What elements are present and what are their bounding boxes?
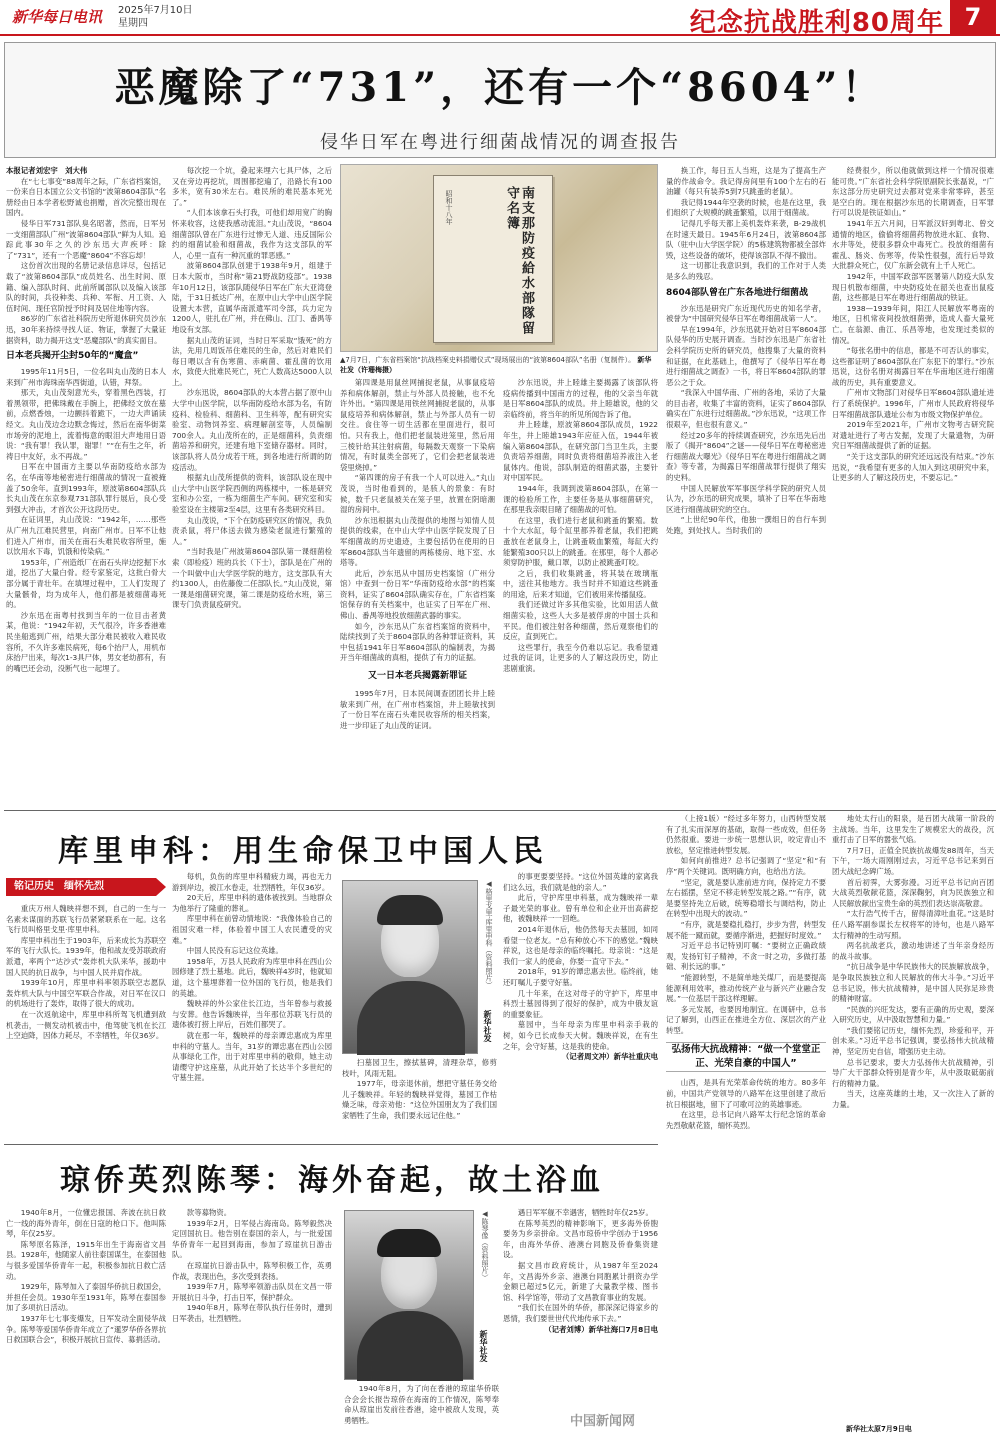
article3-signature: （记者刘博）新华社海口7月8日电 bbox=[544, 1324, 658, 1334]
photo1-credit: 新华社发（许珊梅摄） bbox=[340, 356, 652, 374]
paragraph: 几十年来，在这对母子的守护下，库里申科烈士墓园得到了很好的保护，成为中俄友谊的重要象征。 bbox=[503, 988, 658, 1019]
paragraph: 陈琴原名陈泽，1915年出生于海南省文昌县。1928年，他随家人前往泰国谋生，在泰国他与很多爱国华侨青年一起，积极参加抗日救亡活动。 bbox=[6, 1239, 166, 1281]
continued-article-column-1 bbox=[666, 814, 826, 1432]
paragraph: 1958年，万县人民政府为库里申科在西山公园修建了烈士墓地。此后，魏映祥4岁时，他就知道，这个墓埋葬着一位外国的飞行员，他是我们的英雄。 bbox=[172, 956, 332, 998]
paragraph: 在这里，我们进行老鼠和跳蚤的繁殖。数十个大水缸，每个缸里都养着老鼠，我们把跳蚤放在老鼠身上，让跳蚤吸血繁殖，每缸大约能繁殖300只以上的跳蚤。在那里，每个人都必须穿防护服，戴口罩，以防止被跳蚤叮咬。 bbox=[503, 515, 658, 568]
paragraph: 款等募物资。 bbox=[186, 1208, 232, 1217]
watermark: 中国新闻网 bbox=[570, 1414, 636, 1429]
paragraph: 1995年11月5日，一位名叫丸山茂的日本人来到广州市海珠南华西街道，认错，拜祭。 bbox=[6, 367, 166, 387]
paragraph: 1939年7月，陈琴率领游击队员在文昌一带开展抗日斗争，打击日军，保护群众。 bbox=[172, 1282, 332, 1302]
paragraph: 据丸山茂的证词，当时日军采取“饿死”的方法，先用几周饭吊住难民的生命，然后对难民们每日喂以含有伤寒菌、赤痢菌、霍乱菌的饮用水，致使大批难民死亡，死亡人数高达5000人以上。 bbox=[172, 335, 332, 387]
paragraph: 侵华日军731部队臭名昭著，然而，日军另一支细菌部队广州“波第8604部队”鲜为人知。追踪此事30年之久的沙东迅大声疾呼：除了“731”，还有一个恶魔“8604”不容忘却！ bbox=[6, 218, 166, 260]
paragraph: 2014年退休后，他仍然每天去墓园，如同看望一位老友。“总有种放心不下的感觉。”魏映祥说，这也是母亲的临终嘱托。母亲说：“这是我们一家人的使命，你要一直守下去。” bbox=[503, 924, 658, 966]
page-number: 7 bbox=[950, 0, 996, 34]
paragraph: 1995年7月，日本民间调查团团长井上睦敏来到广州，在广州市档案馆，井上睦敏找到了一份日军在南石头难民收容所的相关档案，进一步印证了丸山茂的证词。 bbox=[340, 689, 495, 730]
paragraph: 此后，沙东迅从中国历史档案馆（广州分馆）中查到一份日军“华南防疫给水部”的档案资料，证实了8604部队确实存在，广东省档案馆保存的有关档案中，也证实了日军在广州、佛山、番禺等地投放细菌武器的事实。 bbox=[340, 568, 495, 621]
portrait-body bbox=[357, 981, 465, 1055]
paragraph: 库里申科在前曾动情地说：“我像体验自己的祖国灾难一样，体验着中国工人农民遭受的灾难。” bbox=[172, 914, 332, 945]
article2-column-2 bbox=[172, 872, 332, 1138]
paragraph: 1942年，中国军政部军医署第八防疫大队发现日机散布细菌，中央防疫处在韶关也查出鼠疫菌，这些都是日军在粤进行细菌战的铁证。 bbox=[832, 271, 994, 303]
paragraph: 我们还做过许多其他实验，比如用活人做细菌实验，这些人大多是被俘虏的中国士兵和平民。他们被注射各种细菌，然后观察他们的反应，直到死亡。 bbox=[503, 600, 658, 642]
article1-subhead-1: 日本老兵揭开尘封50年的“魔盒” bbox=[6, 351, 139, 362]
roster-book-title: 南支那防疫給水部隊留守名簿 bbox=[504, 186, 534, 336]
paragraph: “坚定，就是要认准前进方向，保持定力不要左右摇摆，坚定不移走转型发展之路。”“有序，就是要坚持先立后破，统筹稳增长与调结构，防止在转型中出现大的波动。” bbox=[666, 877, 826, 919]
paragraph: “有序，就是要稳扎稳打，步步为营，转型发展不能一蹴而就，要循序渐进，把握好时度效。” bbox=[666, 919, 826, 940]
dateline-credit: 新华社太原7月9日电 bbox=[846, 1425, 912, 1433]
paragraph: 的事更要要坚持。“这位外国英雄的家离我们这么远，我们就是他的亲人。” bbox=[503, 872, 658, 892]
continued-article-subhead: 弘扬伟大抗战精神：“做一个堂堂正正、光荣自豪的中国人” bbox=[666, 1042, 826, 1072]
paragraph: 中国人民没有忘记这位英雄。 bbox=[186, 946, 283, 956]
paragraph: “第四课的房子有我一个人可以进入。”丸山茂说，当时他看到的，是骇人的景象：有时候，数千只老鼠被关在笼子里，放置在阴暗潮湿的房间中。 bbox=[340, 473, 495, 515]
paragraph: 在陈琴英烈的精神影响下，更多海外侨胞要务为乡亲拼命。文昌市琼侨中学创办于1956年，由海外华侨、港澳台同胞及侨眷集资建设。 bbox=[503, 1218, 658, 1260]
article1-title: 恶魔除了“731”，还有一个“8604”！ bbox=[114, 64, 886, 111]
paragraph: 每机，负伤的库里申科精疲力竭，再也无力游到岸边，被江水卷走，壮烈牺牲，年仅36岁。 bbox=[172, 872, 332, 892]
paragraph: 记得几乎每天都上美机轰炸来袭，B-29战机在时速天最日。1945年6月24日，波第8604部队（驻中山大学医学院）的5栋建筑物都被全部炸毁，这些设备的破坏，使得该部队不得不撤出。 bbox=[666, 218, 826, 260]
portrait-credit: 新华社发 bbox=[483, 1010, 492, 1042]
article1-column-4 bbox=[503, 378, 658, 802]
paragraph: 在一次返航途中，库里申科所驾飞机遭到敌机袭击，一侧发动机被击中，他驾驶飞机在长江上空迫降，因体力耗尽，不幸牺牲，年仅36岁。 bbox=[6, 1009, 166, 1041]
article1-column-5 bbox=[666, 166, 826, 802]
article1-col1-text bbox=[6, 177, 166, 347]
paragraph: 广州市文物部门对侵华日军8604部队遗址进行了系统保护。1996年，广州市人民政府将侵华日军细菌战部队遗址公布为市级文物保护单位。 bbox=[832, 388, 994, 419]
article1-subhead-2: 又一日本老兵揭露新罪证 bbox=[367, 671, 467, 682]
paragraph: 1940年8月，为了向在香港的琼崖华侨联合会会长报告琼侨在海南的工作情况，陈琴奉命从琼崖出发前往香港，途中被敌人发现，英勇牺牲。 bbox=[344, 1384, 499, 1425]
paragraph: 据文昌市政府统计，从1987年至2024年，文昌海外乡亲、港澳台同胞累计捐资办学金额已超过5亿元，新建了大量教学楼、图书馆、科学馆等，带动了文昌教育事业的发展。 bbox=[503, 1260, 658, 1302]
paragraph: “太行浩气传千古，留得清漳吐血花。”这是时任八路军副参谋长左权将军的诗句，也是八路军太行精神的生动写照。 bbox=[832, 909, 994, 940]
portrait-credit: 新华社发 bbox=[479, 1330, 488, 1362]
roster-book-mark: 昭和十八年 bbox=[445, 190, 453, 225]
paragraph: 1977年，母亲退休前，想把守墓任务交给儿子魏映祥。年轻的魏映祥觉得，墓园工作枯燥乏味，母亲劝他：“这位外国朋友为了我们国家牺牲了生命，我们要永远记住他。” bbox=[342, 1079, 497, 1120]
article3-column-1 bbox=[6, 1208, 166, 1432]
paragraph: 沙东迅根据丸山茂提供的地图与知情人员提供的线索，在中山大学中山医学院发现了日军细菌战的历史遗迹，主要包括仍在使用的日军8604部队当年遗留的两栋楼房、地下室、水塔等。 bbox=[340, 515, 495, 568]
paragraph: “上世纪90年代，他独一撰组日的自行车到处跑，到处找人。当时我们的 bbox=[666, 515, 826, 535]
paragraph: 如今，沙东迅从广东省档案馆的资料中，陆续找到了关于8604部队的各种罪证资料，其中包括1941年日军8604部队的编制表，为揭开当年细菌战的真相，提供了有力的证据。 bbox=[340, 621, 495, 663]
paragraph: 井上睦雄，原波第8604部队成员，1922年生，井上睦雄1943年应征入伍，1944年被编入第8604部队，在研究部门当卫生兵，主要负责培养细菌，同时负责将细菌培养液注入老鼠体内。他说，部队制造的细菌武器，主要针对中国军民。 bbox=[503, 420, 658, 483]
paragraph: 1939年2月，日军侵占海南岛。陈琴毅然决定回国抗日。他告别在泰国的亲人，与一批爱国华侨青年一起回到海南，参加了琼崖抗日游击队。 bbox=[172, 1218, 332, 1260]
paragraph: “关于这支部队的研究还远远没有结束。”沙东迅说，“我希望有更多的人加入到这项研究中来，让更多的人了解这段历史，不要忘记。” bbox=[832, 452, 994, 483]
paragraph: 早在1994年，沙东迅就开始对日军8604部队侵华的历史展开调查。当时沙东迅是广东省社会科学院历史所的研究员，他搜集了大量的资料和证据，在此基础上，他撰写了《侵华日军在粤进行细菌战之调查》一书，将日军8604部队的罪恶公之于众。 bbox=[666, 324, 826, 387]
paragraph: 重庆万州人魏映祥想不到，自己的一生与一名素未谋面的苏联飞行员紧紧联系在一起。这名飞行员叫格里戈里·库里申科。 bbox=[6, 904, 166, 935]
paragraph: “我们要铭记历史，缅怀先烈，珍爱和平，开创未来。”习近平总书记强调，要弘扬伟大抗战精神，坚定历史自信，增强历史主动。 bbox=[832, 1025, 994, 1057]
continued-article-column-2 bbox=[832, 814, 994, 1420]
issue-weekday: 星期四 bbox=[118, 18, 148, 29]
paragraph: 1929年，陈琴加入了泰国华侨抗日救国会，并担任会员。1930年至1931年，陈琴在泰国参加了多项抗日活动。 bbox=[6, 1282, 166, 1313]
article1-subtitle: 侵华日军在粤进行细菌战情况的调查报告 bbox=[320, 132, 680, 153]
chen-qin-portrait bbox=[344, 1210, 474, 1380]
paragraph: 在琼崖抗日游击队中，陈琴积极工作，英勇作战，表现出色，多次受到表扬。 bbox=[172, 1260, 332, 1281]
paragraph: “我深入中国华南、广州的各地，采访了大量的目击者，收集了丰富的资料，证实了8604部队确实在广东进行过细菌战。”沙东迅说，“这项工作很艰辛，但也很有意义。” bbox=[666, 388, 826, 430]
paragraph: 首后初霁，大雾弥漫。习近平总书记向百团大战英烈敬献花篮，深深鞠躬，向为民族独立和人民解放献出宝贵生命的英烈们表达崇高敬意。 bbox=[832, 877, 994, 908]
paragraph: 当天，这座英雄的土地，又一次注入了新的力量。 bbox=[832, 1089, 994, 1110]
paragraph: 1940年8月，一位懂忠报国、奔波在抗日救亡一线的海外青年，倒在日寇的枪口下。他叫陈琴，年仅25岁。 bbox=[6, 1208, 166, 1239]
paragraph: “抗日战争是中华民族伟大的民族解放战争，是争取民族独立和人民解放的伟大斗争。”习近平总书记说，伟大抗战精神，是中国人民弥足珍贵的精神财富。 bbox=[832, 962, 994, 1004]
paragraph: 此后，守护库里申科墓，成为魏映祥一辈子最光荣的事业。曾有单位和企业开出高薪挖他，被魏映祥一一回绝。 bbox=[503, 893, 658, 924]
newspaper-logo: 新华每日电讯 bbox=[12, 8, 103, 26]
paragraph: 1941年五六月间，日军派汉奸到粤北、曾交通情的地区，偷偷将细菌药物放进水缸、食物、水井等处，使很多群众中毒死亡。投放的细菌有霍乱、肠炎、伤寒等，传染性很强，流行后导致大批群众死亡，仅广东新会就有上千人死亡。 bbox=[832, 218, 994, 271]
kulishenko-portrait bbox=[342, 880, 478, 1054]
section-divider-2 bbox=[4, 1144, 658, 1145]
portrait-caption: ◀格里戈里·库里申科（资料照片） bbox=[485, 880, 493, 989]
section-divider-1 bbox=[4, 810, 996, 811]
paragraph: 2019年至2021年，广州市文物考古研究院对遗址进行了考古发掘，发现了大量遗物，为研究日军细菌战提供了新的证据。 bbox=[832, 420, 994, 451]
article3-column-2 bbox=[172, 1208, 332, 1432]
paragraph: 两名抗战老兵，激动地讲述了当年亲身经历的战斗故事。 bbox=[832, 941, 994, 961]
archive-roster-photo bbox=[340, 164, 658, 352]
paragraph: 这些罪行，我至今仍难以忘记。我希望通过我的证词，让更多的人了解这段历史，防止悲剧重演。 bbox=[503, 642, 658, 674]
photo1-caption bbox=[340, 355, 658, 375]
section-title: 纪念抗战胜利80周年 bbox=[689, 8, 944, 38]
paragraph: 山西，是具有光荣革命传统的地方。80多年前，中国共产党领导的八路军在这里创建了敌后抗日根据地，留下了可歌可泣的英雄事迹。 bbox=[666, 1078, 826, 1109]
paragraph: 1953年，广州造纸厂在南石头岸边挖掘下水道，挖出了大量白骨。经专家鉴定，这批白骨大部分属于青壮年。在填埋过程中，工人们发现了大量骸骨，均为成年人，他们都是被细菌毒死的。 bbox=[6, 557, 166, 610]
paragraph: 2018年，91岁的谭忠惠去世。临终前，她还叮嘱儿子要守好墓。 bbox=[503, 967, 658, 987]
paragraph: 1944年，我调到波第8604部队，在第一课的检验所工作，主要任务是从事细菌研究，在那里我亲眼目睹了细菌战的可怕。 bbox=[503, 483, 658, 515]
paragraph: 在“七七事变”88周年之际，广东省档案馆，一份来自日本国立公文书馆的“波第8604部队”名册经由日本学者松野诚也捐赠，首次完整出现在国内。 bbox=[6, 176, 166, 218]
article3-title: 琼侨英烈陈琴：海外奋起，故土浴血 bbox=[60, 1163, 604, 1198]
paragraph: 遇日军军舰不幸遇害，牺牲时年仅25岁。 bbox=[517, 1208, 653, 1217]
paragraph: 在这里，总书记向八路军太行纪念馆的革命先烈敬献花篮，缅怀英烈。 bbox=[666, 1110, 826, 1130]
paragraph: 中国人民解放军军事医学科学院的研究人员认为，沙东迅的研究成果，填补了日军在华南地区进行细菌战研究的空白。 bbox=[666, 483, 826, 514]
article3-column-4 bbox=[503, 1208, 658, 1432]
paragraph: “人们本该拿石头打我，可他们却用宽广的胸怀来收容，这使我感动流泪。”丸山茂说，“8604细菌部队曾在广东进行过惨无人道、违反国际公约的细菌试验和细菌战，我作为这支部队的军人，心里一直有一种沉重的罪恶感。” bbox=[172, 208, 332, 260]
article2-tagline: 铭记历史 缅怀先烈 bbox=[6, 878, 156, 896]
paragraph: 1940年8月，陈琴在带队执行任务时，遭到日军袭击，壮烈牺牲。 bbox=[172, 1303, 332, 1323]
article2-column-4 bbox=[503, 872, 658, 1138]
article2-column-1 bbox=[6, 904, 166, 1138]
paragraph: 那天，丸山茂刻意光头，穿着黑色西装，打着黑领带，把佛珠戴在手腕上，把佛经文放在墓前，点燃香烛，一边颤抖着跪下，一边大声诵读经文。丸山茂边念边默念悔过，然后在南华街菜市场旁的泥地上，流着悔意的眼泪大声地用日语说：“我有罪！我认罪，谢罪！”“在有生之年，祈祷日中友好，永不再战。” bbox=[6, 388, 166, 461]
masthead bbox=[0, 0, 1000, 36]
article2-title: 库里申科：用生命保卫中国人民 bbox=[58, 834, 548, 869]
paragraph: 我记得1944年空袭的时候，也是在这里，我们组织了大规模的跳蚤繁殖，以用于细菌战。 bbox=[666, 197, 826, 218]
portrait-hair bbox=[377, 895, 443, 925]
paragraph: 这一切都让我意识到，我们的工作对于人类是多么的残忍。 bbox=[666, 261, 826, 281]
article1-subhead-3: 8604部队曾在广东各地进行细菌战 bbox=[666, 287, 809, 298]
paragraph: 这份首次出现的名册记录信息详尽，包括记载了“波第8604部队”成员姓名、出生时间、原籍、编入部队时间、此前所属部队以及编入该部队的时间，兵役种类、兵种、军衔、月工资、入伍时间、现任官阶授予时间及居住地等内容。 bbox=[6, 261, 166, 313]
tagline-arrow bbox=[156, 878, 166, 896]
paragraph: “每张名册中的信息，都是不可否认的事实，这些都证明了8604部队在广东犯下的罪行。”沙东迅说，这份名册对揭露日军在华南地区进行细菌战的历史，具有重要意义。 bbox=[832, 346, 994, 387]
paragraph: 习近平总书记特别叮嘱：“要树立正确政绩观，发扬钉钉子精神，不贪一时之功，多做打基础、利长远的事。” bbox=[666, 941, 826, 972]
paragraph: 库里申科出生于1903年，后来成长为苏联空军的飞行大队长。1939年，他和战友受苏联政府派遣，率两个“达沙式”轰炸机大队来华，援助中国人民的抗日战争，与中国人民并肩作战。 bbox=[6, 935, 166, 977]
paragraph: 经过20多年的持续调查研究，沙东迅先后出版了《揭开“8604”之谜——侵华日军在粤秘密进行细菌战大曝光》《侵华日军在粤进行细菌战之调查》等专著，为揭露日军细菌战罪行提供了翔实的史料。 bbox=[666, 430, 826, 483]
article1-column-1 bbox=[6, 166, 166, 802]
paragraph: 86岁的广东省社科院历史所退休研究员沙东迅，30年来持续寻找人证、物证，掌握了大量证据资料，助力揭开这支“恶魔部队”的真实面目。 bbox=[6, 314, 166, 345]
portrait-hair bbox=[377, 1229, 441, 1257]
paragraph: 就在那一年，魏映祥的母亲谭忠惠成为库里申科的守墓人。当年，31岁的谭忠惠在西山公园从事绿化工作，出于对库里申科的敬仰，她主动请缨守护这座墓，从此开始了长达半个多世纪的守墓生涯。 bbox=[172, 1030, 332, 1083]
paragraph: 墓园中，当年母亲为库里申科亲手栽的树，如今已长成参天大树。魏映祥说，在有生之年，会守好墓，这是我的使命。 bbox=[503, 1020, 658, 1051]
article2-column-3 bbox=[342, 1058, 497, 1138]
paragraph: 沙东迅在南粤村找到当年的一位目击者黄某，他说：“1942年初，天气很冷，许多香港难民坐船逃到广州，结果大部分难民被收入难民收容所，不久许多难民病死，每6个抬尸人，用机布床抬尸出来，每次1-3具尸体，男女老幼都有，有的嘴巴还会动，没断气也一起埋了。 bbox=[6, 610, 166, 673]
paragraph: （上接1版）“经过多年努力，山西转型发展有了扎实而深厚的基础，取得一些成效，但任务仍然很重。要进一步统一思想认识，咬定青山不放松，坚定推进转型发展。 bbox=[666, 814, 826, 855]
paragraph: 7月7日，正值全民族抗战爆发88周年，当天下午，一场大雨刚刚过去，习近平总书记来到百团大战纪念碑广场。 bbox=[832, 845, 994, 876]
issue-date: 2025年7月10日 bbox=[118, 5, 193, 16]
paragraph: 魏映祥的外公家住长江边，当年曾参与救援与安葬。他告诉魏映祥，当年那位苏联飞行员的遗体被打捞上岸后，百姓们都哭了。 bbox=[172, 999, 332, 1030]
paragraph: 沙东迅说，井上睦雄主要揭露了该部队将疫病传播到中国南方的过程，他的父亲当年就是日军8604部队的成员。井上睦雄说，他的父亲临终前，将当年的所见所闻告诉了他。 bbox=[503, 378, 658, 419]
paragraph: 20天后，库里申科的遗体被找到。当地群众为他举行了隆重的葬礼。 bbox=[172, 893, 332, 913]
paragraph: 1937年七七事变爆发，日军发动全面侵华战争。陈琴等爱国华侨青年成立了“暹罗华侨各界抗日救国联合会”，积极开展抗日宣传、募捐活动。 bbox=[6, 1313, 166, 1345]
paragraph: 沙东迅说，8604部队的大本营占据了原中山大学中山医学院，以华南防疫给水部为名，有防疫科、检验科、细菌科、卫生科等，配有研究实验室、动物饲养室、病理解剖室等，人员编制700余人。丸山茂所在的，正是细菌科，负责细菌培养和研究，还建有地下室储存器材。同时，该部队将人员分成若干班，到各地进行所谓的防疫活动。 bbox=[172, 388, 332, 472]
portrait-body bbox=[357, 1311, 463, 1381]
article1-column-3 bbox=[340, 378, 495, 802]
article2-signature: （记者周文冲）新华社重庆电 bbox=[561, 1052, 658, 1062]
paragraph: “民族的兴旺发达，要有正确的历史观，要深入研究历史，从中汲取智慧和力量。” bbox=[832, 1004, 994, 1025]
paragraph: 1938—1939年间，阳江人民解放军粤南的地区，日机常夜间投放细菌弹，造成人畜大量死亡。在翁源、曲江、乐昌等地，也发现过类似的情况。 bbox=[832, 303, 994, 345]
article1-col1b-text bbox=[6, 367, 166, 674]
paragraph: “能源转型，不是简单地关煤厂，而是要提高能源利用效率，推动传统产业与新兴产业融合发展。”一位基层干部这样理解。 bbox=[666, 972, 826, 1004]
paragraph: 如何向前推进？总书记强调了“坚定”和“有序”两个关键词。既明确方向，也给出方法。 bbox=[666, 856, 826, 876]
paragraph: 每次挖一个坑，叠起来埋六七具尸体，之后又在旁边再挖坑，周围都挖遍了，沿路长有100多米，宽有30米左右。难民所的难民基本死光了。” bbox=[172, 166, 332, 207]
paragraph: 换工作，每日五人当班，这是为了提高生产量的作战命令。我记得房间里有100个左右的石油罐（每只有装养5到7只跳蚤的老鼠）。 bbox=[666, 166, 826, 197]
paragraph: 1939年10月，库里申科率领苏联空志愿队轰炸机大队与中国空军联合作战，对日军在汉口的机场进行了轰炸，取得了很大的成功。 bbox=[6, 978, 166, 1009]
paragraph: “当时我是广州波第8604部队第一课细菌检索（即检疫）班的兵长（下士），部队是在广州的一个叫做中山大学医学院的地方，这支部队有大约1300人，由佐藤俊二任部队长。”丸山茂说，第一课是细菌研究课，第二课是防疫给水班，第三课专门负责鼠疫研究。 bbox=[172, 547, 332, 610]
roster-book bbox=[433, 175, 553, 343]
photo1-caption-text: ▲7月7日，广东省档案馆“抗战档案史料捐赠仪式”现场展出的“波第8604部队”名册（复制件）。 bbox=[340, 356, 636, 364]
issue-date-block bbox=[118, 4, 193, 30]
paragraph: “我们长在国外的华侨，都深深记得家乡的恩情，我们要世世代代地传承下去。” bbox=[503, 1303, 658, 1323]
paragraph: 沙东迅是研究广东近现代历史的知名学者，被誉为“中国研究侵华日军在粤细菌战第一人”。 bbox=[666, 303, 826, 324]
article1-byline: 本报记者刘宏宇 刘大伟 bbox=[6, 166, 88, 175]
paragraph: 丸山茂说，“下个在防疫研究区的情况，我负责杀鼠，将尸体送去做为感染老鼠进行繁殖的人。” bbox=[172, 515, 332, 546]
paragraph: 扫墓园卫生，擦拭墓碑，清理杂草，修剪枝叶，风雨无阻。 bbox=[342, 1058, 497, 1078]
paragraph: 之后，我们收集跳蚤，将其装在玻璃瓶中，送往其他地方。我当时并不知道这些跳蚤的用途，后来才知道，它们被用来传播鼠疫。 bbox=[503, 568, 658, 599]
article3-column-3 bbox=[344, 1384, 499, 1432]
paragraph: 地处太行山的阳泉，是百团大战第一阶段的主战场。当年，这里发生了规模宏大的战役，沉重打击了日军的嚣张气焰。 bbox=[832, 814, 994, 845]
paragraph: 在证词里，丸山茂说：“1942年，……那些从广州九江难民营里，向南广州市。日军不让他们进入广州市，而关在南石头难民收容所里，施以饮用水下毒，饥饿和传染病。” bbox=[6, 515, 166, 557]
paragraph: 总书记要求，要大力弘扬伟大抗战精神，引导广大干部群众特别是青少年，从中汲取砥砺前行的精神力量。 bbox=[832, 1057, 994, 1088]
paragraph: 根据丸山茂所提供的资料，该部队设在现中山大学中山医学院西侧的两栋楼中，一栋是研究室和办公室，一栋为细菌生产车间。研究室和实验室设在主楼第2至4层，这里有各类研究科目。 bbox=[172, 473, 332, 514]
paragraph: 经费很少，所以他就做到这样一个情况很难能可贵。”广东省社会科学院原副院长张磊说，“广东这部分历史研究过去都对党来非常零碎，甚至是空白的。现在根据沙东迅的长期调查，日军罪行可以说是铁证如山。” bbox=[832, 166, 994, 218]
portrait-caption: ◀陈琴像（资料照片） bbox=[481, 1210, 489, 1281]
paragraph: 波第8604部队创建于1938年9月，组建于日本大阪市，当时称“第21野战防疫部”。1938年10月12日，该部队随侵华日军在广东大亚湾登陆，于31日抵达广州，在原中山大学中山医学院设置大本营，直属华南派遣军司令部，兵力定为1200人，驻扎在广州，并在佛山、江门、番禺等地设有支部。 bbox=[172, 261, 332, 334]
paragraph: 第四课是用鼠丝网捕捉老鼠，从事鼠疫培养和病体解剖，禁止与外部人员接触，也不允许外出。“第四课是用铁丝网捕捉老鼠的，从事鼠疫培养和病体解剖，禁止与外部人员有一切交往。食住等一切生活都在里面进行，很可怕。只有我上，他们把老鼠装进笼里，然后用三棱针给其注射病菌，每隔数天观察一下染病情况，有时鼠类全部死了，它们会把老鼠装进袋里烧掉。” bbox=[340, 378, 495, 472]
article1-column-2 bbox=[172, 166, 332, 802]
paragraph: 多元发展，也要因地制宜。在调研中，总书记了解到，山西正在推进全方位、深层次的产业转型。 bbox=[666, 1004, 826, 1035]
article1-column-6 bbox=[832, 166, 994, 802]
paragraph: 日军在中国南方主要以华南防疫给水部为名，在华南等地秘密进行细菌战的情况一直被掩盖了50余年。直到1993年，原波第8604部队兵长丸山茂在东京参观731部队罪行展后，良心受到强大冲击，才首次公开这段历史。 bbox=[6, 462, 166, 514]
